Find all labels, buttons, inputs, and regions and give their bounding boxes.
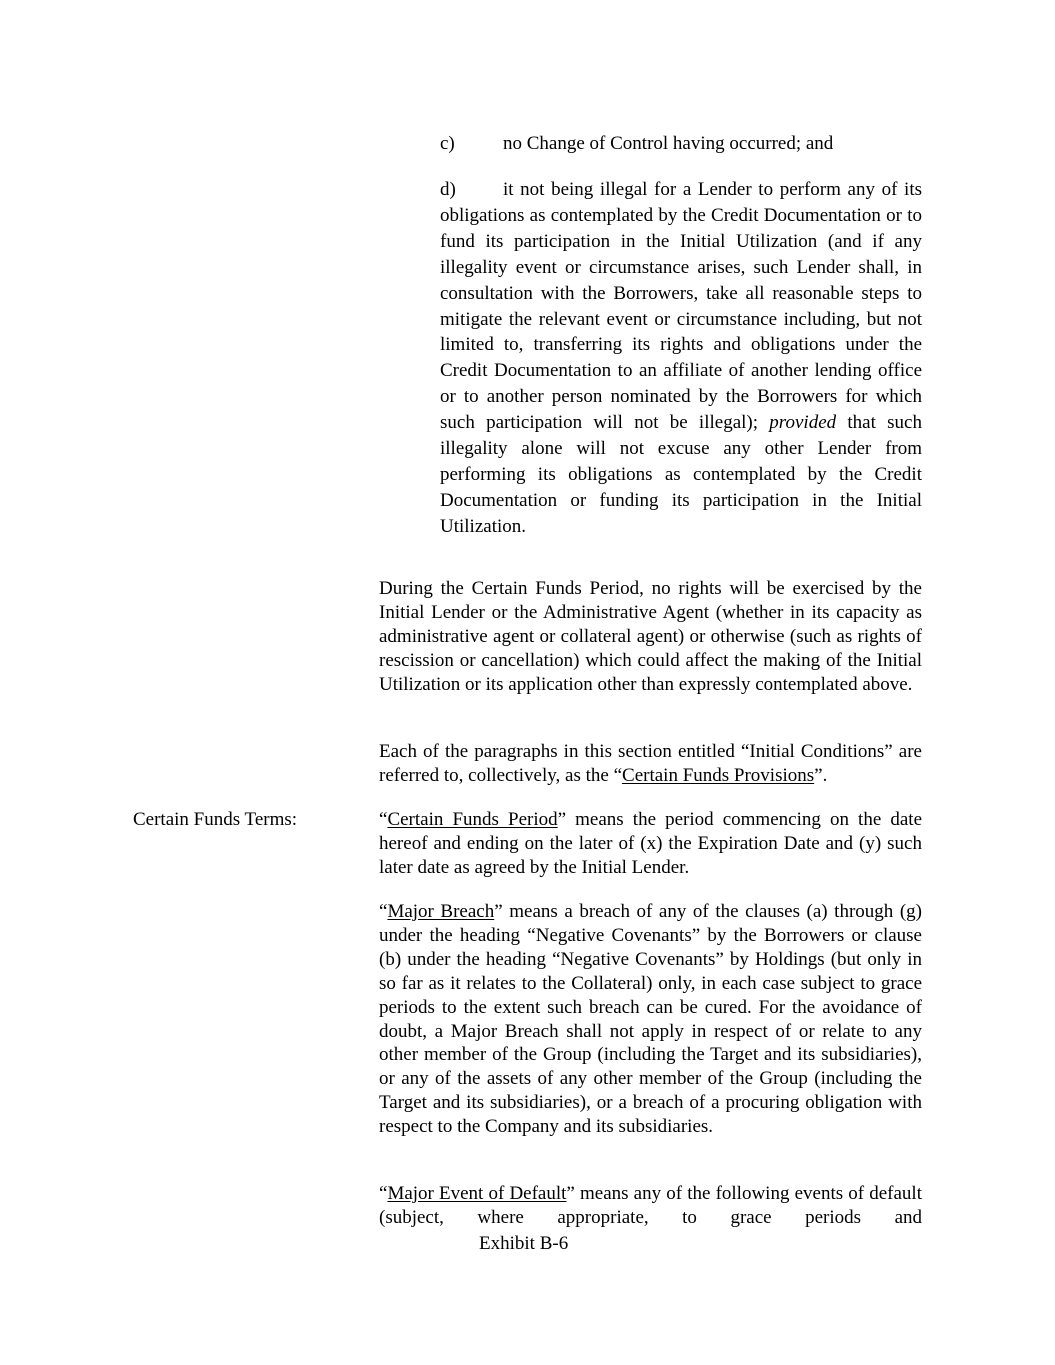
major-breach-definition [379,900,922,1139]
list-item-d [440,177,922,540]
definition-text: ” means the period commencing on the date hereof and ending on the later of (x) the Expiration Date and (y) such later date as agreed by the Initial Lender. [379,809,922,878]
defined-term-certain-funds-period: Certain Funds Period [387,809,558,830]
certain-funds-terms-label: Certain Funds Terms: [133,809,298,830]
list-item-c [440,131,922,157]
open-quote: “ [379,901,388,922]
list-item-d-text-continued: that such illegality alone will not excuse any other Lender from performing its obligations as contemplated by the Credit Documentation or funding its participation in the Initial Utilization. [440,412,922,537]
list-marker-d: d) [440,179,456,200]
open-quote: “ [379,1183,388,1204]
certain-funds-provisions-paragraph [379,740,922,788]
definition-text: ” means a breach of any of the clauses (a) through (g) under the heading “Negative Covenants” by the Borrowers or clause (b) under the heading “Negative Covenants” by Holdings (but only in so far as it relates to the Collateral) only, in each case subject to grace periods to the extent such breach can be cured. For the avoidance of doubt, a Major Breach shall not apply in respect of or relate to any other member of the Group (including the Target and its subsidiaries), or any of the assets of any other member of the Group (including the Target and its subsidiaries), or a breach of a procuring obligation with respect to the Company and its subsidiaries. [379,901,923,1138]
list-item-d-text: it not being illegal for a Lender to perform any of its obligations as contemplated by the Credit Documentation or to fund its participation in the Initial Utilization (and if any illegality event or circumstance arises, such Lender shall, in consultation with the Borrowers, take all reasonable steps to mitigate the relevant event or circumstance including, but not limited to, transferring its rights and obligations under the Credit Documentation to an affiliate of another lending office or to another person nominated by the Borrowers for which such participation will not be illegal); [440,179,922,434]
defined-term-major-breach: Major Breach [387,901,495,922]
list-item-d-italic-term: provided [769,412,837,434]
page-footer-exhibit-label: Exhibit B-6 [479,1233,569,1254]
list-marker-c: c) [440,133,455,154]
open-quote: “ [379,809,388,830]
certain-funds-period-definition [379,808,922,880]
list-item-c-text: no Change of Control having occurred; and [503,133,834,154]
provisions-text-end: ”. [814,764,828,786]
defined-term-major-event-of-default: Major Event of Default [387,1183,567,1204]
certain-funds-period-paragraph: During the Certain Funds Period, no rights will be exercised by the Initial Lender or the Administrative Agent (whether in its capacity as administrative agent or collateral agent) or otherwise (such as rights of rescission or cancellation) which could affect the making of the Initial Utilization or its application other than expressly contemplated above. [379,578,922,695]
definition-text: ” means any of the following events of default (subject, where appropriate, to grace periods and [379,1183,922,1228]
provisions-text: Each of the paragraphs in this section entitled “Initial Conditions” are referred to, collectively, as the “ [379,741,922,786]
major-event-of-default-definition [379,1182,922,1230]
provisions-defined-term: Certain Funds Provisions [622,764,815,786]
